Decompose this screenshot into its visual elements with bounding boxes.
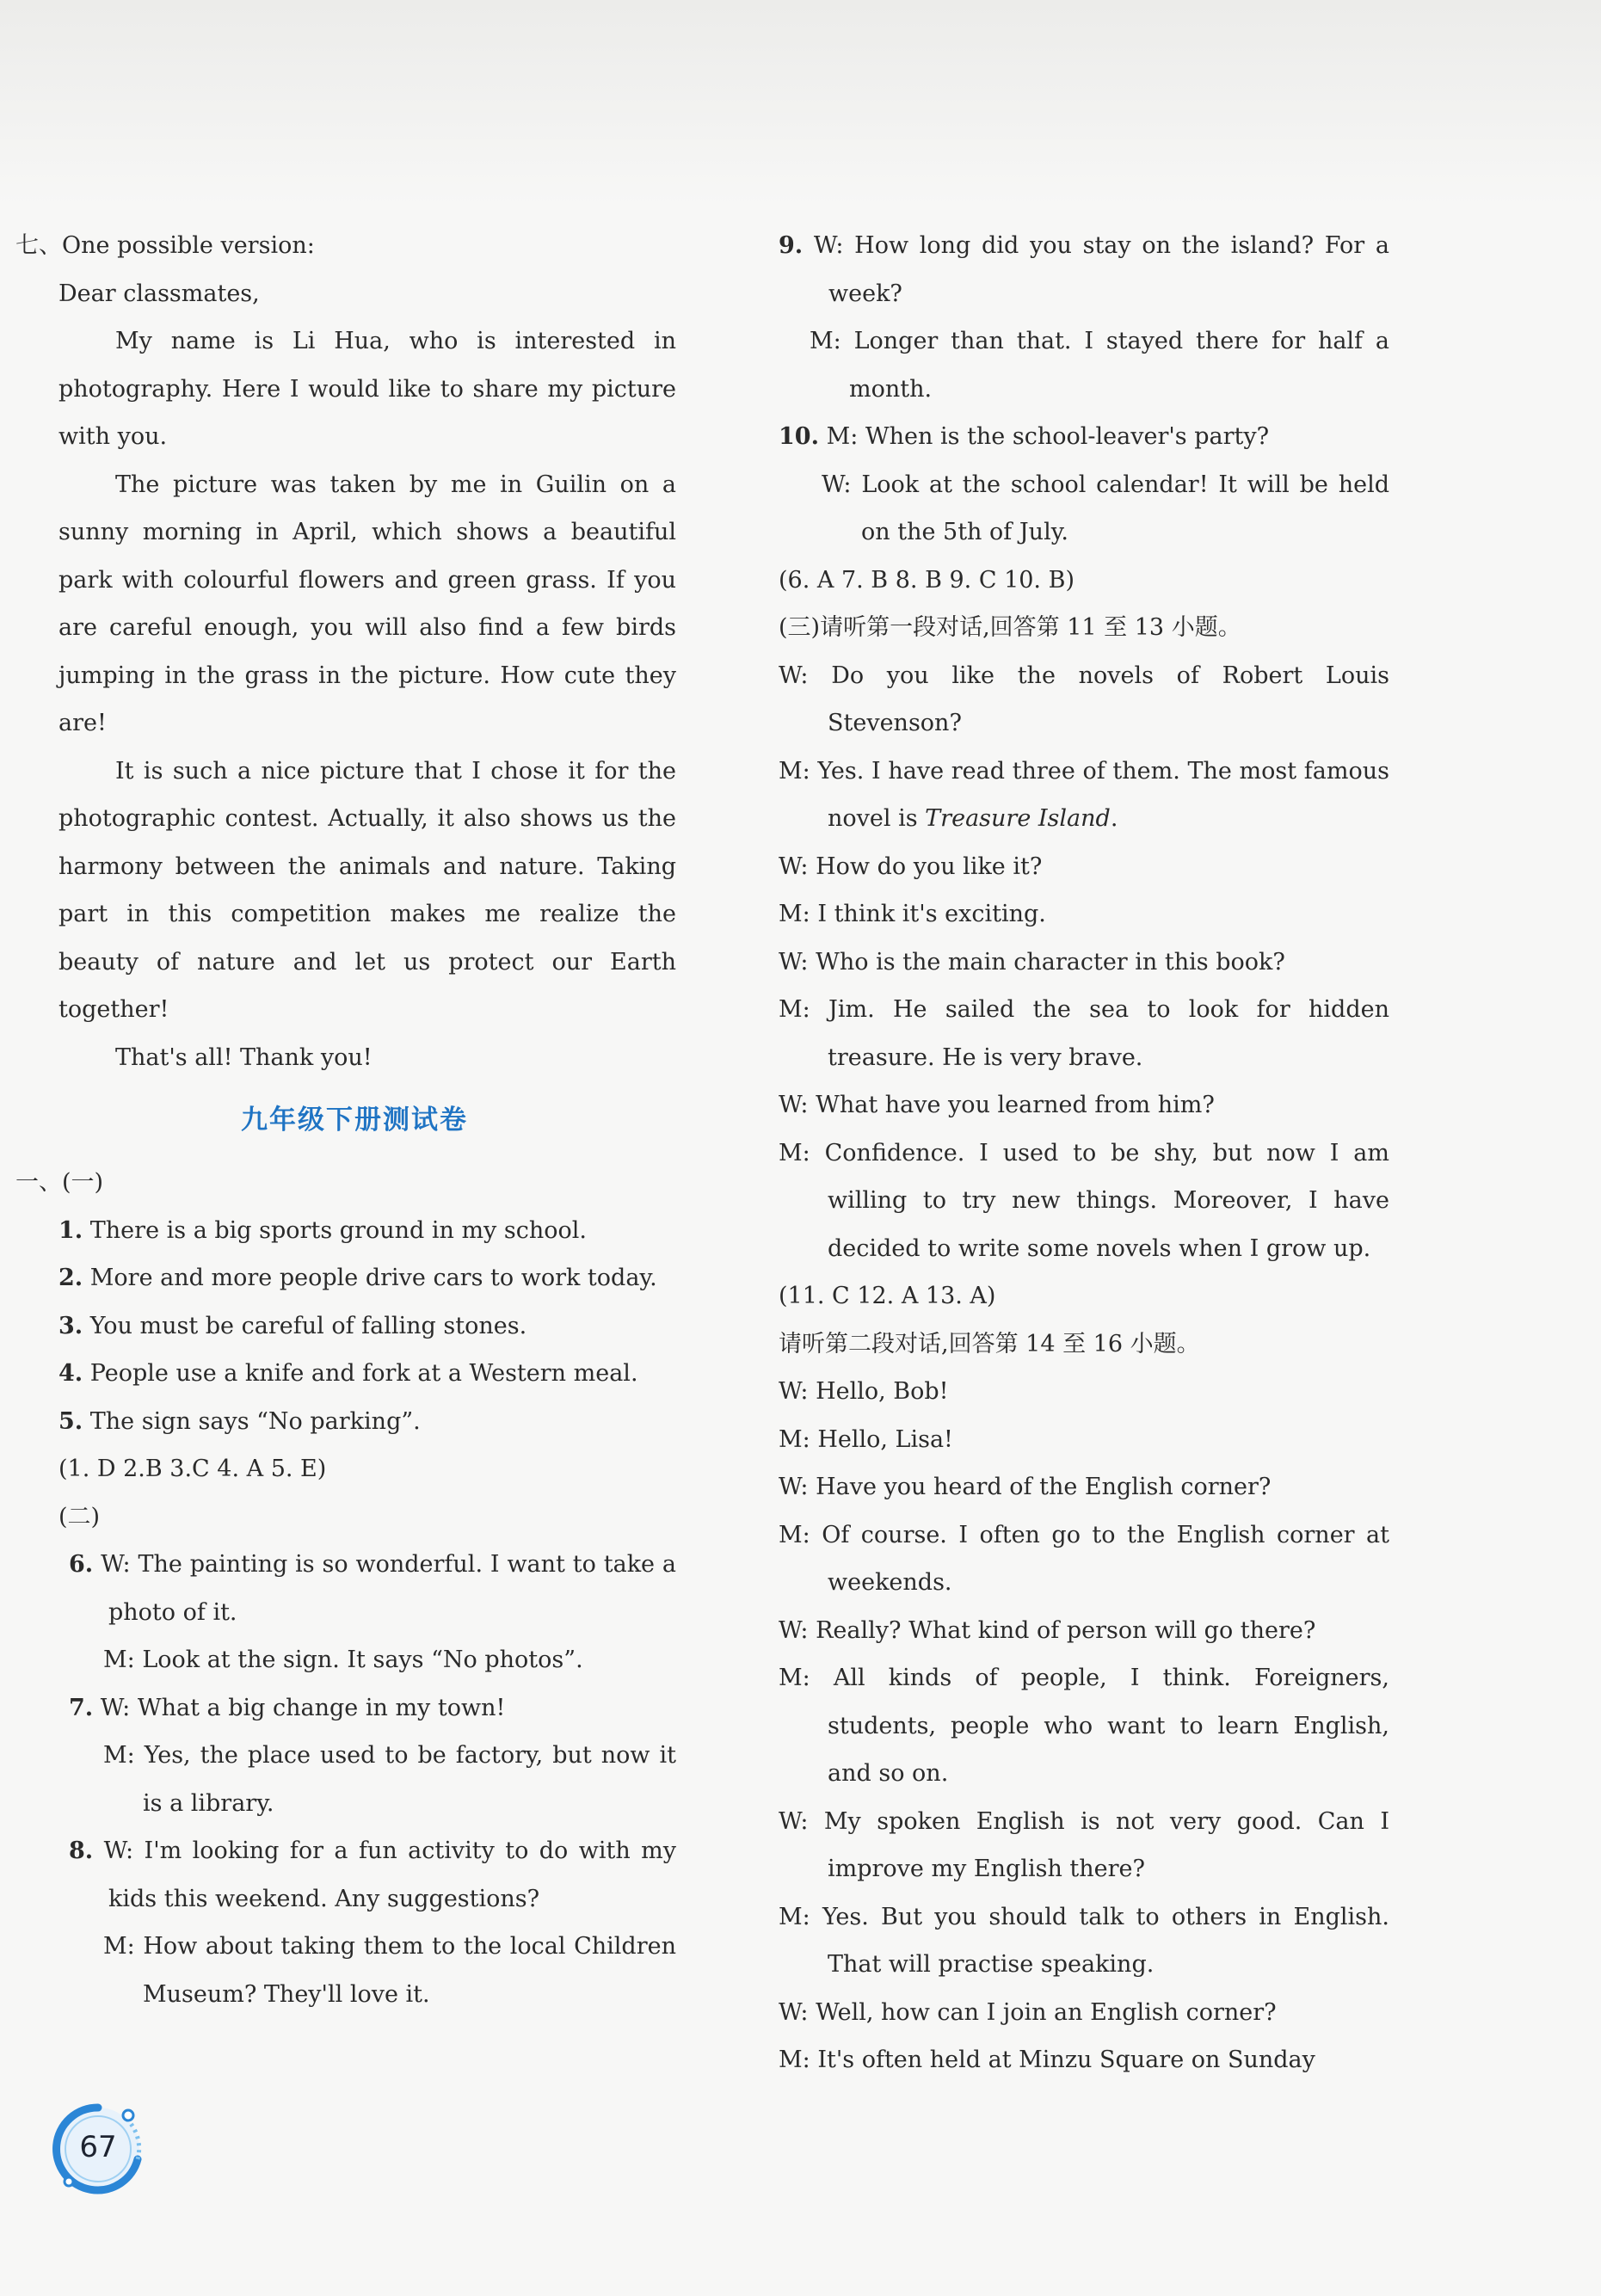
essay-paragraph: The picture was taken by me in Guilin on a sunny morning in April, which shows a beautiful park with colourful flowers and green grass. If you are careful enough, you will also find a few birds jumping in the grass in the picture. How cute they are!: [58, 471, 676, 736]
book-title: Treasure Island: [925, 805, 1111, 832]
dialogue-line: W: Have you heard of the English corner?: [779, 1474, 1272, 1500]
dialogue-line: W: My spoken English is not very good. Can I improve my English there?: [779, 1807, 1389, 1882]
page-number: 67: [79, 2130, 117, 2164]
dialogue-line: M: Of course. I often go to the English corner at weekends.: [779, 1521, 1389, 1596]
part-one-answers: (1. D 2.B 3.C 4. A 5. E): [58, 1456, 327, 1482]
part-two-answers: (6. A 7. B 8. B 9. C 10. B): [779, 566, 1075, 594]
page-number-badge: [48, 2099, 148, 2199]
item-text: You must be careful of falling stones.: [89, 1312, 527, 1339]
listening-item: [58, 1254, 676, 1302]
item-number: 5.: [58, 1407, 83, 1435]
item-number: 8.: [69, 1837, 94, 1864]
item-number: 1.: [58, 1216, 83, 1244]
dialogue-line: W: Who is the main character in this book?: [779, 948, 1285, 976]
item-number: 2.: [58, 1265, 83, 1291]
salutation: Dear classmates,: [58, 280, 260, 307]
dialogue-line: M: Jim. He sailed the sea to look for hidden treasure. He is very brave.: [779, 996, 1389, 1071]
item-number: 6.: [69, 1551, 94, 1578]
dialogue-question: [779, 222, 1389, 317]
item-text: There is a big sports ground in my school.: [89, 1216, 587, 1244]
dialogue-line: W: Do you like the novels of Robert Louis Stevenson?: [779, 662, 1389, 736]
dialogue-line: M: It's often held at Minzu Square on Sunday: [779, 2047, 1315, 2073]
dialogue-line: M: Yes, the place used to be factory, but now it is a library.: [103, 1742, 676, 1817]
dialogue-line: W: How do you like it?: [779, 853, 1043, 880]
dialogue-line: W: What have you learned from him?: [779, 1092, 1215, 1118]
dialogue-line: W: Look at the school calendar! It will be held on the 5th of July.: [822, 471, 1389, 545]
section-seven-title: 七、One possible version:: [15, 232, 315, 259]
page-top-shade: [0, 0, 1601, 206]
dialogue-line: M: All kinds of people, I think. Foreigners, students, people who want to learn English, and so on.: [779, 1665, 1389, 1787]
item-text: More and more people drive cars to work today.: [89, 1265, 657, 1291]
item-number: 3.: [58, 1312, 83, 1339]
dialogue-line: M: I think it's exciting.: [779, 901, 1046, 927]
listening-item: [58, 1207, 676, 1255]
dialogue-line: M: Look at the sign. It says “No photos”.: [103, 1647, 583, 1673]
dialogue-question: [28, 1684, 676, 1733]
essay-closing: That's all! Thank you!: [115, 1043, 373, 1071]
listening-item: [58, 1302, 676, 1351]
item-number: 10.: [779, 423, 819, 450]
dialogue-question: [28, 1827, 676, 1923]
part-three-intro: (三)请听第一段对话,回答第 11 至 13 小题。: [779, 614, 1241, 641]
dialogue-line: M: How about taking them to the local Children Museum? They'll love it.: [103, 1933, 676, 2008]
dialogue-question: [28, 1541, 676, 1636]
dialogue-line: M: Confidence. I used to be shy, but now I am willing to try new things. Moreover, I have decided to write some novels when I grow up.: [779, 1139, 1389, 1262]
item-text: People use a knife and fork at a Western meal.: [89, 1360, 638, 1387]
listening-item: [58, 1350, 676, 1398]
dialogue-question: [779, 413, 1389, 461]
dialogue-line: M: When is the school-leaver's party?: [826, 423, 1270, 450]
item-text: The sign says “No parking”.: [89, 1407, 421, 1435]
part-one-label: 一、(一): [15, 1169, 104, 1196]
dialogue-line: W: The painting is so wonderful. I want to take a photo of it.: [101, 1551, 676, 1626]
dialogue-line: W: Really? What kind of person will go there?: [779, 1616, 1316, 1644]
dialogue-line: W: What a big change in my town!: [100, 1694, 506, 1721]
left-column: [15, 222, 676, 2018]
essay-paragraph: It is such a nice picture that I chose it for the photographic contest. Actually, it also shows us the harmony between the animals and nature. Taking part in this competition makes me realize the beauty of nature and let us protect our Earth together!: [58, 757, 676, 1023]
dialogue-line: M: Yes. I have read three of them. The most famous novel is Treasure Island.: [779, 757, 1389, 832]
dialogue-line: M: Hello, Lisa!: [779, 1425, 953, 1453]
essay-paragraph: My name is Li Hua, who is interested in photography. Here I would like to share my picture with you.: [58, 328, 676, 450]
test-title: 九年级下册测试卷: [241, 1105, 468, 1136]
item-number: 7.: [69, 1694, 94, 1721]
part-two-label: (二): [58, 1503, 101, 1530]
dialogue-line: W: Hello, Bob!: [779, 1378, 949, 1405]
item-number: 9.: [779, 232, 804, 259]
right-column: [779, 222, 1389, 2084]
item-number: 4.: [58, 1360, 83, 1387]
dialogue-line: W: How long did you stay on the island? For a week?: [813, 232, 1389, 307]
dialogue-line: M: Longer than that. I stayed there for half a month.: [810, 328, 1389, 403]
listening-item: [58, 1398, 676, 1446]
part-three-intro-2: 请听第二段对话,回答第 14 至 16 小题。: [779, 1330, 1200, 1357]
dialogue-line: W: Well, how can I join an English corner?: [779, 1998, 1277, 2026]
part-three-answers: (11. C 12. A 13. A): [779, 1283, 996, 1309]
dialogue-line: W: I'm looking for a fun activity to do with my kids this weekend. Any suggestions?: [103, 1837, 676, 1912]
dialogue-line: M: Yes. But you should talk to others in English. That will practise speaking.: [779, 1903, 1389, 1978]
